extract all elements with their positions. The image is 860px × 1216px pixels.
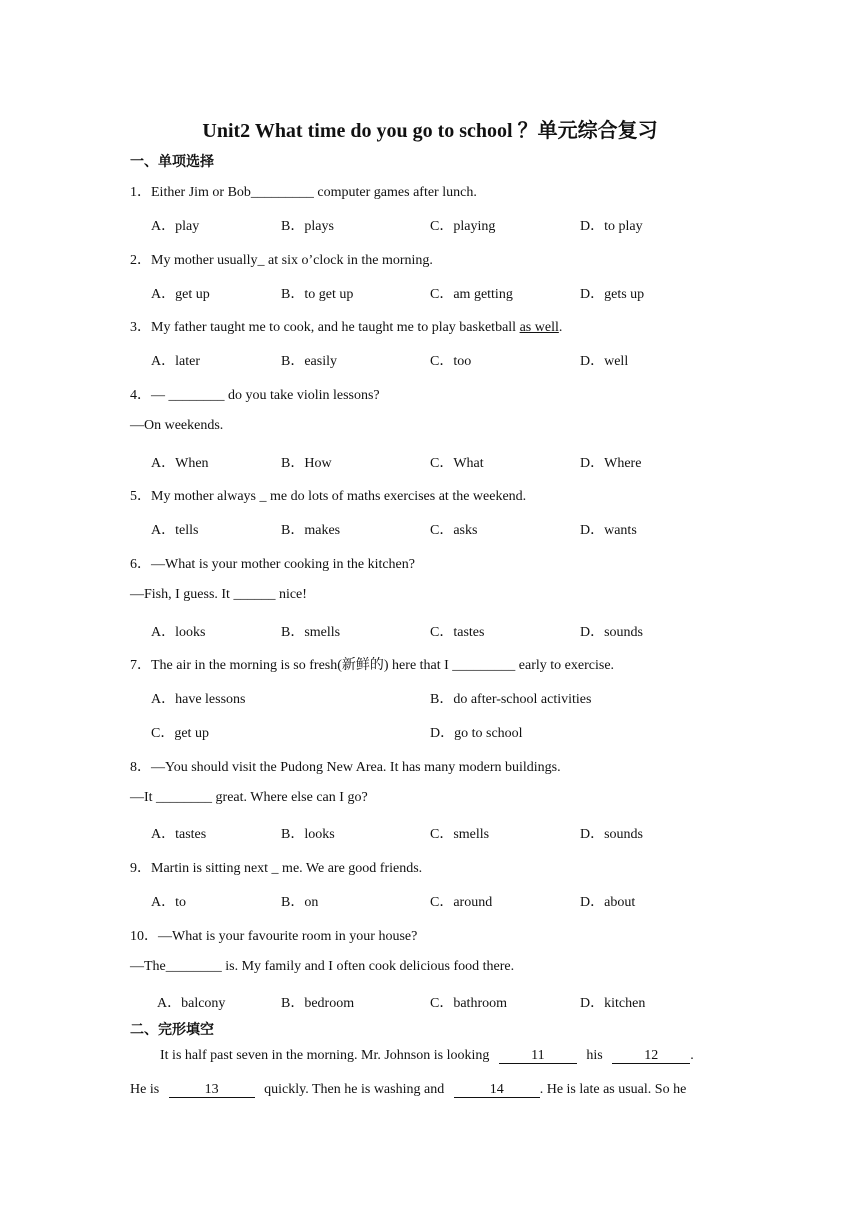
question-6: 6．—What is your mother cooking in the kitchen? bbox=[130, 557, 415, 572]
q4-option-c: C．What bbox=[430, 456, 484, 471]
section-heading-multiple-choice: 一、单项选择 bbox=[130, 154, 214, 170]
question-10: 10．—What is your favourite room in your house? bbox=[130, 929, 418, 944]
q1-option-b: B．plays bbox=[281, 219, 334, 234]
q4-option-d: D．Where bbox=[580, 456, 642, 471]
question-4: 4．— ________ do you take violin lessons? bbox=[130, 388, 380, 403]
q2-option-c: C．am getting bbox=[430, 287, 513, 302]
q2-option-b: B．to get up bbox=[281, 287, 354, 302]
q10-option-a: A．balcony bbox=[157, 996, 226, 1011]
cloze-text-3: . bbox=[690, 1048, 694, 1063]
question-8: 8．—You should visit the Pudong New Area. It has many modern buildings. bbox=[130, 760, 561, 775]
q1-option-a: A．play bbox=[151, 219, 200, 234]
question-9: 9．Martin is sitting next _ me. We are good friends. bbox=[130, 861, 423, 876]
cloze-text-2: his bbox=[586, 1048, 603, 1063]
q7-option-b: B．do after-school activities bbox=[430, 692, 592, 707]
q8-option-a: A．tastes bbox=[151, 827, 207, 842]
q6-option-a: A．looks bbox=[151, 625, 206, 640]
q9-option-b: B．on bbox=[281, 895, 319, 910]
q9-option-a: A．to bbox=[151, 895, 186, 910]
q7-option-d: D．go to school bbox=[430, 726, 523, 741]
q4-option-b: B．How bbox=[281, 456, 332, 471]
cloze-blank-12: 12 bbox=[612, 1049, 690, 1064]
q6-option-b: B．smells bbox=[281, 625, 341, 640]
question-8-answer-line: —It ________ great. Where else can I go? bbox=[130, 790, 368, 805]
q8-option-b: B．looks bbox=[281, 827, 335, 842]
q6-option-d: D．sounds bbox=[580, 625, 644, 640]
question-4-answer-line: —On weekends. bbox=[130, 418, 224, 433]
cloze-text-1: It is half past seven in the morning. Mr. Johnson is looking bbox=[160, 1048, 490, 1063]
cloze-line-1 bbox=[130, 1048, 732, 1064]
question-10-answer-line: —The________ is. My family and I often cook delicious food there. bbox=[130, 959, 515, 974]
q5-option-d: D．wants bbox=[580, 523, 637, 538]
question-2: 2．My mother usually_ at six o’clock in the morning. bbox=[130, 253, 433, 268]
q4-option-a: A．When bbox=[151, 456, 209, 471]
q1-option-d: D．to play bbox=[580, 219, 643, 234]
q9-option-c: C．around bbox=[430, 895, 493, 910]
q3-option-a: A．later bbox=[151, 354, 200, 369]
q8-option-c: C．smells bbox=[430, 827, 490, 842]
section-heading-cloze: 二、完形填空 bbox=[130, 1022, 214, 1038]
q7-option-a: A．have lessons bbox=[151, 692, 246, 707]
cloze-text-6: . He is late as usual. So he bbox=[539, 1082, 687, 1097]
page-title: Unit2 What time do you go to school ？单元综合复习 bbox=[202, 120, 658, 142]
cloze-text-5: quickly. Then he is washing and bbox=[264, 1082, 445, 1097]
q5-option-c: C．asks bbox=[430, 523, 478, 538]
q10-option-c: C．bathroom bbox=[430, 996, 507, 1011]
q3-underlined-phrase: as well bbox=[519, 320, 559, 335]
q8-option-d: D．sounds bbox=[580, 827, 644, 842]
q3-end: . bbox=[558, 320, 563, 335]
q2-option-d: D．gets up bbox=[580, 287, 645, 302]
q7-option-c: C．get up bbox=[151, 726, 209, 741]
question-7: 7．The air in the morning is so fresh(新鲜的) here that I _________ early to exercise. bbox=[130, 658, 615, 673]
q3-text: 3．My father taught me to cook, and he taught me to play basketball bbox=[130, 320, 520, 335]
cloze-line-2 bbox=[130, 1082, 732, 1098]
q10-option-d: D．kitchen bbox=[580, 996, 646, 1011]
question-5: 5．My mother always _ me do lots of maths exercises at the weekend. bbox=[130, 489, 527, 504]
q3-option-c: C．too bbox=[430, 354, 472, 369]
q5-option-a: A．tells bbox=[151, 523, 199, 538]
q2-option-a: A．get up bbox=[151, 287, 210, 302]
q9-option-d: D．about bbox=[580, 895, 636, 910]
q5-option-b: B．makes bbox=[281, 523, 341, 538]
cloze-blank-11: 11 bbox=[499, 1049, 577, 1064]
q3-option-b: B．easily bbox=[281, 354, 337, 369]
question-6-answer-line: —Fish, I guess. It ______ nice! bbox=[130, 587, 307, 602]
question-1: 1．Either Jim or Bob_________ computer games after lunch. bbox=[130, 185, 477, 200]
q10-option-b: B．bedroom bbox=[281, 996, 355, 1011]
q1-option-c: C．playing bbox=[430, 219, 496, 234]
cloze-blank-14: 14 bbox=[454, 1083, 540, 1098]
question-3 bbox=[130, 316, 562, 336]
q3-option-d: D．well bbox=[580, 354, 629, 369]
cloze-blank-13: 13 bbox=[169, 1083, 255, 1098]
q6-option-c: C．tastes bbox=[430, 625, 485, 640]
cloze-text-4: He is bbox=[130, 1082, 160, 1097]
